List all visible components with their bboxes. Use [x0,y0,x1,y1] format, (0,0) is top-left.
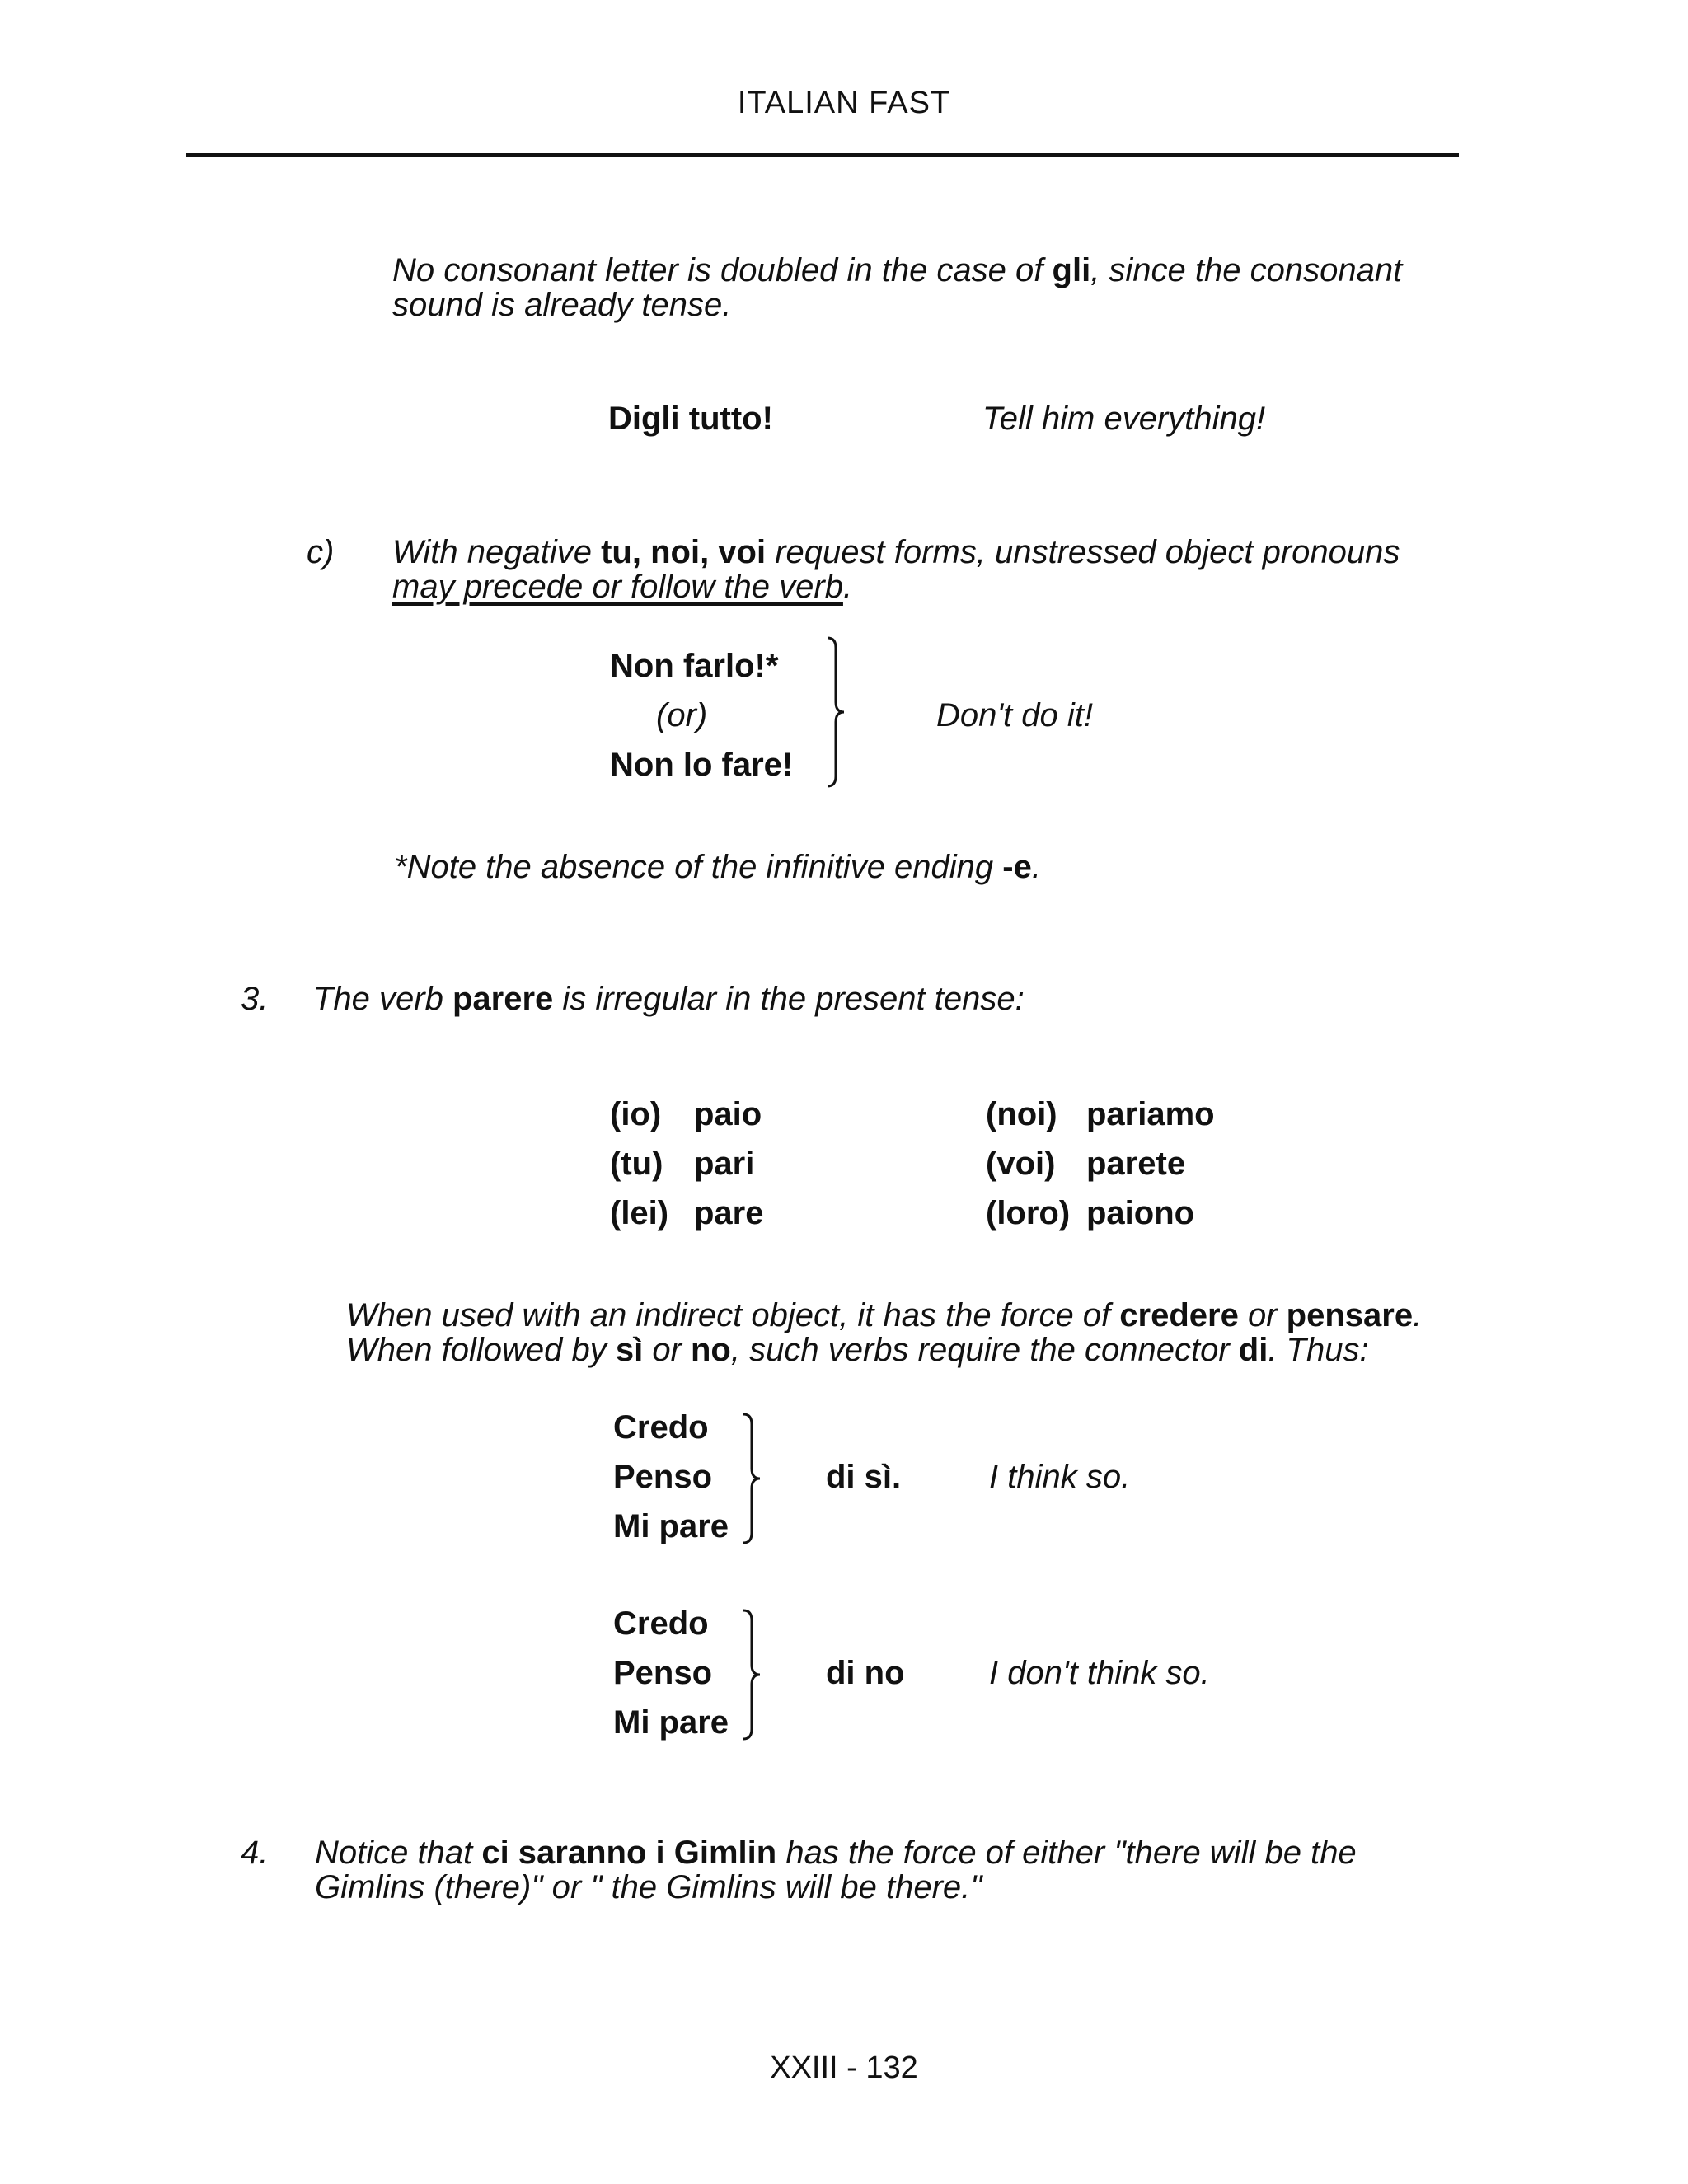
para3-text: . [1413,1297,1423,1333]
para3-bold: no [691,1332,731,1368]
conj-pronoun: (loro) [986,1195,1071,1231]
para1-text: No consonant letter is doubled in the case of [392,252,1053,288]
item4-bold: ci saranno i Gimlin [481,1835,777,1871]
para1-line1 [392,252,1402,288]
page-number: XXIII - 132 [770,2050,918,2085]
item3-marker: 3. [241,981,269,1017]
item-c-bold: tu, noi, voi [601,534,767,570]
right-brace-icon [742,1413,763,1544]
group-yes-connector: di sì. [826,1459,902,1495]
conj-form: paiono [1086,1195,1195,1231]
conj-form: parete [1086,1146,1186,1182]
para3-text: or [1238,1297,1287,1333]
example1-italian: Digli tutto! [608,401,773,437]
para3-text: . Thus: [1268,1332,1369,1368]
note-period: . [1031,849,1041,885]
para3-bold: sì [615,1332,644,1368]
conj-form: paio [694,1096,762,1132]
para3-line2 [346,1332,1369,1368]
group-yes-verb: Penso [613,1459,713,1495]
item4-text: has the force of either "there will be the [776,1835,1357,1871]
item3-text: The verb [313,981,452,1017]
item-c-line1 [392,534,1400,570]
para1-line2: sound is already tense. [392,287,732,323]
para3-text: , such verbs require the connector [730,1332,1239,1368]
para3-bold: di [1238,1332,1268,1368]
note-text: *Note the absence of the infinitive ending [394,849,1003,885]
item-c-period: . [842,569,853,605]
note-line [394,849,1041,885]
group-no-verb: Credo [613,1605,709,1642]
item3-bold: parere [452,981,554,1017]
item-c-underlined: may precede or follow the verb [392,569,843,605]
para3-text: or [643,1332,691,1368]
item-c-marker: c) [307,534,335,570]
example1-english: Tell him everything! [982,401,1266,437]
item4-text: Notice that [315,1835,482,1871]
conj-pronoun: (tu) [610,1146,663,1182]
header-rule [186,153,1459,157]
item4-line2: Gimlins (there)" or " the Gimlins will be there." [315,1869,982,1905]
group-no-verb: Mi pare [613,1704,729,1741]
item4-marker: 4. [241,1835,269,1871]
para3-bold: credere [1119,1297,1239,1333]
group-no-connector: di no [826,1655,905,1691]
conj-pronoun: (io) [610,1096,662,1132]
example2-form1: Non farlo!* [610,648,779,684]
conj-form: pariamo [1086,1096,1215,1132]
para1-text: , since the consonant [1090,252,1403,288]
para1-bold: gli [1052,252,1091,288]
item-c-text: With negative [392,534,602,570]
item3-text: is irregular in the present tense: [553,981,1025,1017]
item-c-line2 [392,569,852,605]
right-brace-icon [742,1609,763,1741]
group-no-verb: Penso [613,1655,713,1691]
group-yes-verb: Credo [613,1409,709,1446]
group-yes-verb: Mi pare [613,1508,729,1544]
conj-pronoun: (voi) [986,1146,1056,1182]
page-header: ITALIAN FAST [737,86,951,120]
conj-pronoun: (noi) [986,1096,1057,1132]
para3-text: When followed by [346,1332,616,1368]
para3-line1 [346,1297,1422,1333]
group-no-english: I don't think so. [989,1655,1210,1691]
para3-bold: pensare [1286,1297,1414,1333]
note-ending: -e [1002,849,1032,885]
item-c-text: request forms, unstressed object pronouns [766,534,1400,570]
example2-or: (or) [656,697,708,733]
example2-english: Don't do it! [936,697,1093,733]
right-brace-icon [826,636,847,788]
conj-pronoun: (lei) [610,1195,669,1231]
item4-line1 [315,1835,1357,1871]
para3-text: When used with an indirect object, it has the force of [346,1297,1120,1333]
item3-line [313,981,1025,1017]
conj-form: pari [694,1146,755,1182]
conj-form: pare [694,1195,764,1231]
example2-form2: Non lo fare! [610,747,794,783]
group-yes-english: I think so. [989,1459,1131,1495]
